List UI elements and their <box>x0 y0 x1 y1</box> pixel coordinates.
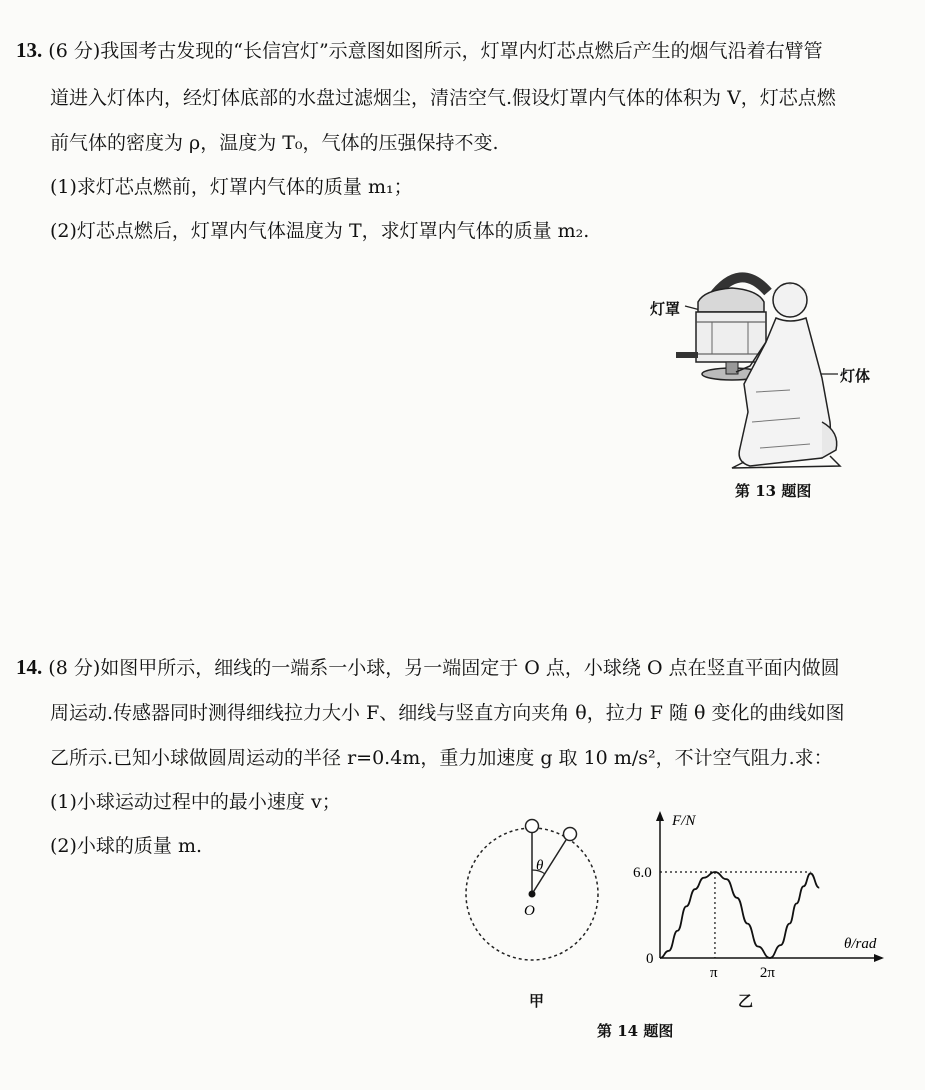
q14-sub-2: (2)小球的质量 m. <box>50 835 203 857</box>
handle <box>676 352 698 358</box>
theta-label: θ <box>536 858 544 874</box>
shade-top <box>698 288 764 312</box>
q14-sub-1: (1)小球运动过程中的最小速度 v； <box>50 791 341 813</box>
q14-line-2: 周运动.传感器同时测得细线拉力大小 F、细线与竖直方向夹角 θ，拉力 F 随 θ 变化的曲线如图 <box>50 702 845 724</box>
label-lamp-body: 灯体 <box>840 367 871 385</box>
fig-a-label: 甲 <box>529 992 545 1010</box>
origin-label: 0 <box>646 951 654 967</box>
figure-a-circle <box>462 812 612 982</box>
q14-line-1 <box>16 655 840 680</box>
q14-text-1: (8 分)如图甲所示，细线的一端系一小球，另一端固定于 O 点，小球绕 O 点在竖直平面内做圆 <box>48 657 840 679</box>
fig-b-label: 乙 <box>738 992 754 1010</box>
center-point <box>529 891 536 898</box>
figure-b-chart <box>612 805 902 990</box>
y-axis-arrow <box>656 811 664 821</box>
x-tick-label-2pi: 2π <box>759 965 775 981</box>
label-lamp-shade: 灯罩 <box>650 300 681 318</box>
fig14-caption: 第 14 题图 <box>597 1022 674 1040</box>
fig13-caption: 第 13 题图 <box>735 482 812 500</box>
origin-O-label: O <box>524 903 535 919</box>
q13-sub-2: (2)灯芯点燃后，灯罩内气体温度为 T，求灯罩内气体的质量 m₂. <box>50 220 590 242</box>
q13-line-3: 前气体的密度为 ρ，温度为 T₀，气体的压强保持不变. <box>50 132 499 154</box>
q13-number: 13. <box>16 38 43 62</box>
q13-text-1: (6 分)我国考古发现的“长信宫灯”示意图如图所示，灯罩内灯芯点燃后产生的烟气沿着右臂管 <box>48 40 823 62</box>
x-tick-label-pi: π <box>709 965 718 981</box>
y-tick-label: 6.0 <box>633 865 652 881</box>
q13-line-1 <box>16 38 823 63</box>
x-axis-arrow <box>874 954 884 962</box>
figure-head <box>773 283 807 317</box>
y-axis-label: F/N <box>672 813 696 829</box>
x-axis-label: θ/rad <box>844 936 877 952</box>
q14-number: 14. <box>16 655 43 679</box>
q13-line-2: 道进入灯体内，经灯体底部的水盘过滤烟尘，清洁空气.假设灯罩内气体的体积为 V，灯芯点燃 <box>50 87 836 109</box>
ball-top <box>526 820 539 833</box>
ball-angled <box>564 828 577 841</box>
force-curve <box>660 872 819 958</box>
q13-sub-1: (1)求灯芯点燃前，灯罩内气体的质量 m₁； <box>50 176 413 198</box>
q14-line-3: 乙所示.已知小球做圆周运动的半径 r=0.4m，重力加速度 g 取 10 m/s²，不计空气阻力.求： <box>50 747 833 769</box>
